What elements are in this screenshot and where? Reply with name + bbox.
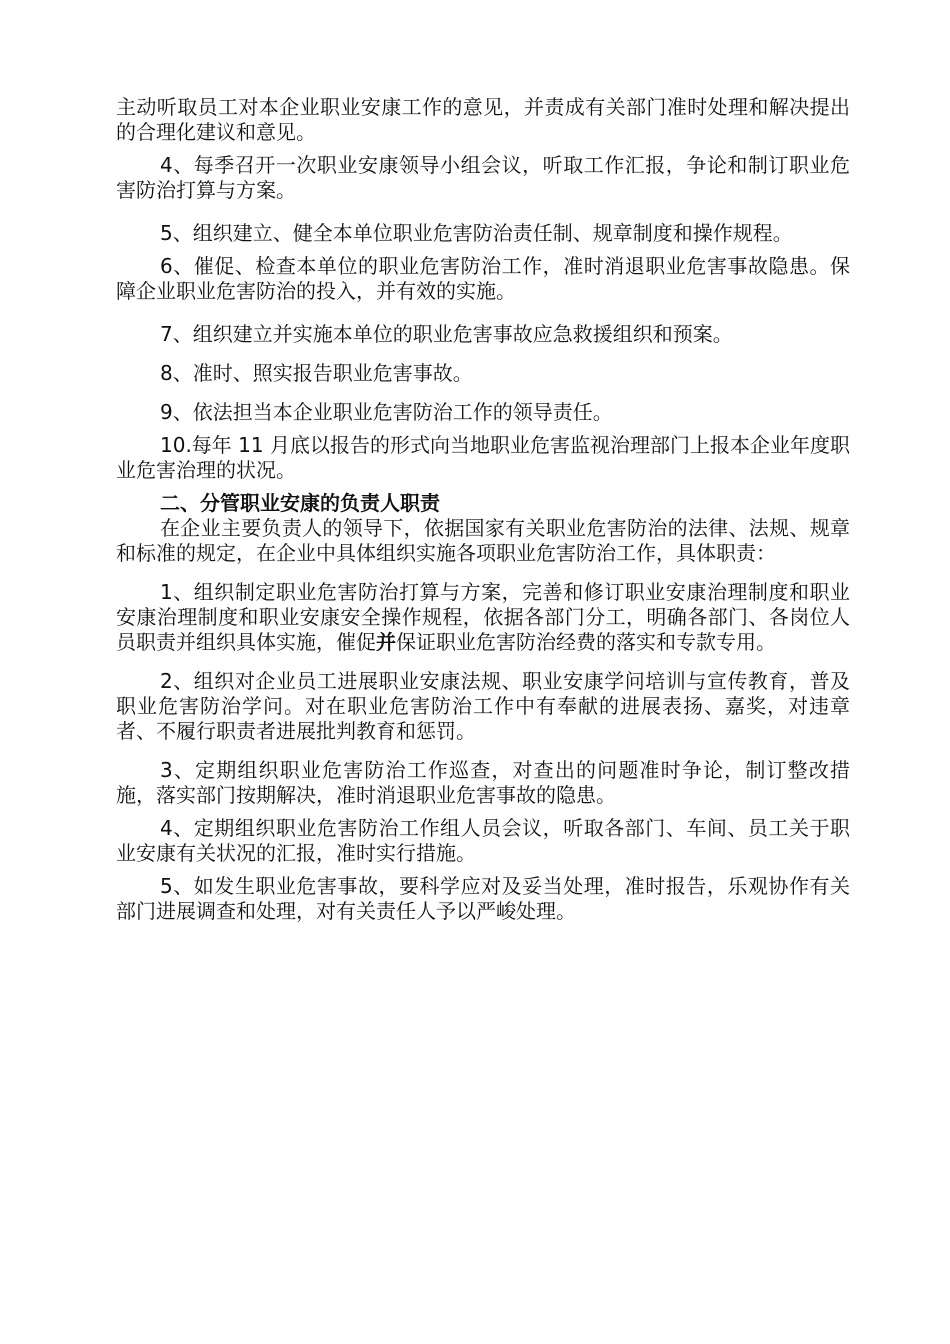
section-item-2: 2、组织对企业员工进展职业安康法规、职业安康学问培训与宣传教育，普及职业危害防治学问。对在职业危害防治工作中有奉献的进展表扬、嘉奖，对违章者、不履行职责者进展批判教育和惩罚。 [116,669,850,743]
paragraph-item-9: 9、依法担当本企业职业危害防治工作的领导责任。 [160,400,613,424]
paragraph-item-6: 6、催促、检查本单位的职业危害防治工作，准时消退职业危害事故隐患。保障企业职业危害防治的投入，并有效的实施。 [116,254,850,303]
section-item-1 [116,580,850,655]
section-item-3: 3、定期组织职业危害防治工作巡查，对查出的问题准时争论，制订整改措施，落实部门按期解决，准时消退职业危害事故的隐患。 [116,758,850,807]
section-item-1-text-a: 1、组织制定职业危害防治打算与方案，完善和修订职业安康治理制度和职业安康治理制度和职业安康安全操作规程，依据各部门分工，明确各部门、各岗位人员职责并组织具体实施，催促 [116,580,850,654]
section-item-4: 4、定期组织职业危害防治工作组人员会议，听取各部门、车间、员工关于职业安康有关状况的汇报，准时实行措施。 [116,816,850,865]
paragraph-continuation: 主动听取员工对本企业职业安康工作的意见，并责成有关部门准时处理和解决提出的合理化建议和意见。 [116,95,850,144]
paragraph-item-4: 4、每季召开一次职业安康领导小组会议，听取工作汇报，争论和制订职业危害防治打算与方案。 [116,153,850,202]
section-item-5: 5、如发生职业危害事故，要科学应对及妥当处理，准时报告，乐观协作有关部门进展调查和处理，对有关责任人予以严峻处理。 [116,874,850,923]
paragraph-item-8: 8、准时、照实报告职业危害事故。 [160,361,473,385]
section-item-1-text-b: 保证职业危害防治经费的落实和专款专用。 [396,630,776,654]
paragraph-item-5: 5、组织建立、健全本单位职业危害防治责任制、规章制度和操作规程。 [160,221,793,245]
section-heading: 二、分管职业安康的负责人职责 [160,491,440,515]
document-page [116,95,850,924]
section-intro: 在企业主要负责人的领导下，依据国家有关职业危害防治的法律、法规、规章和标准的规定，在企业中具体组织实施各项职业危害防治工作，具体职责： [116,516,850,565]
paragraph-item-7: 7、组织建立并实施本单位的职业危害事故应急救援组织和预案。 [160,322,733,346]
section-item-1-bold-char: 并 [376,630,396,654]
paragraph-item-10: 10.每年 11 月底以报告的形式向当地职业危害监视治理部门上报本企业年度职业危害治理的状况。 [116,433,850,482]
